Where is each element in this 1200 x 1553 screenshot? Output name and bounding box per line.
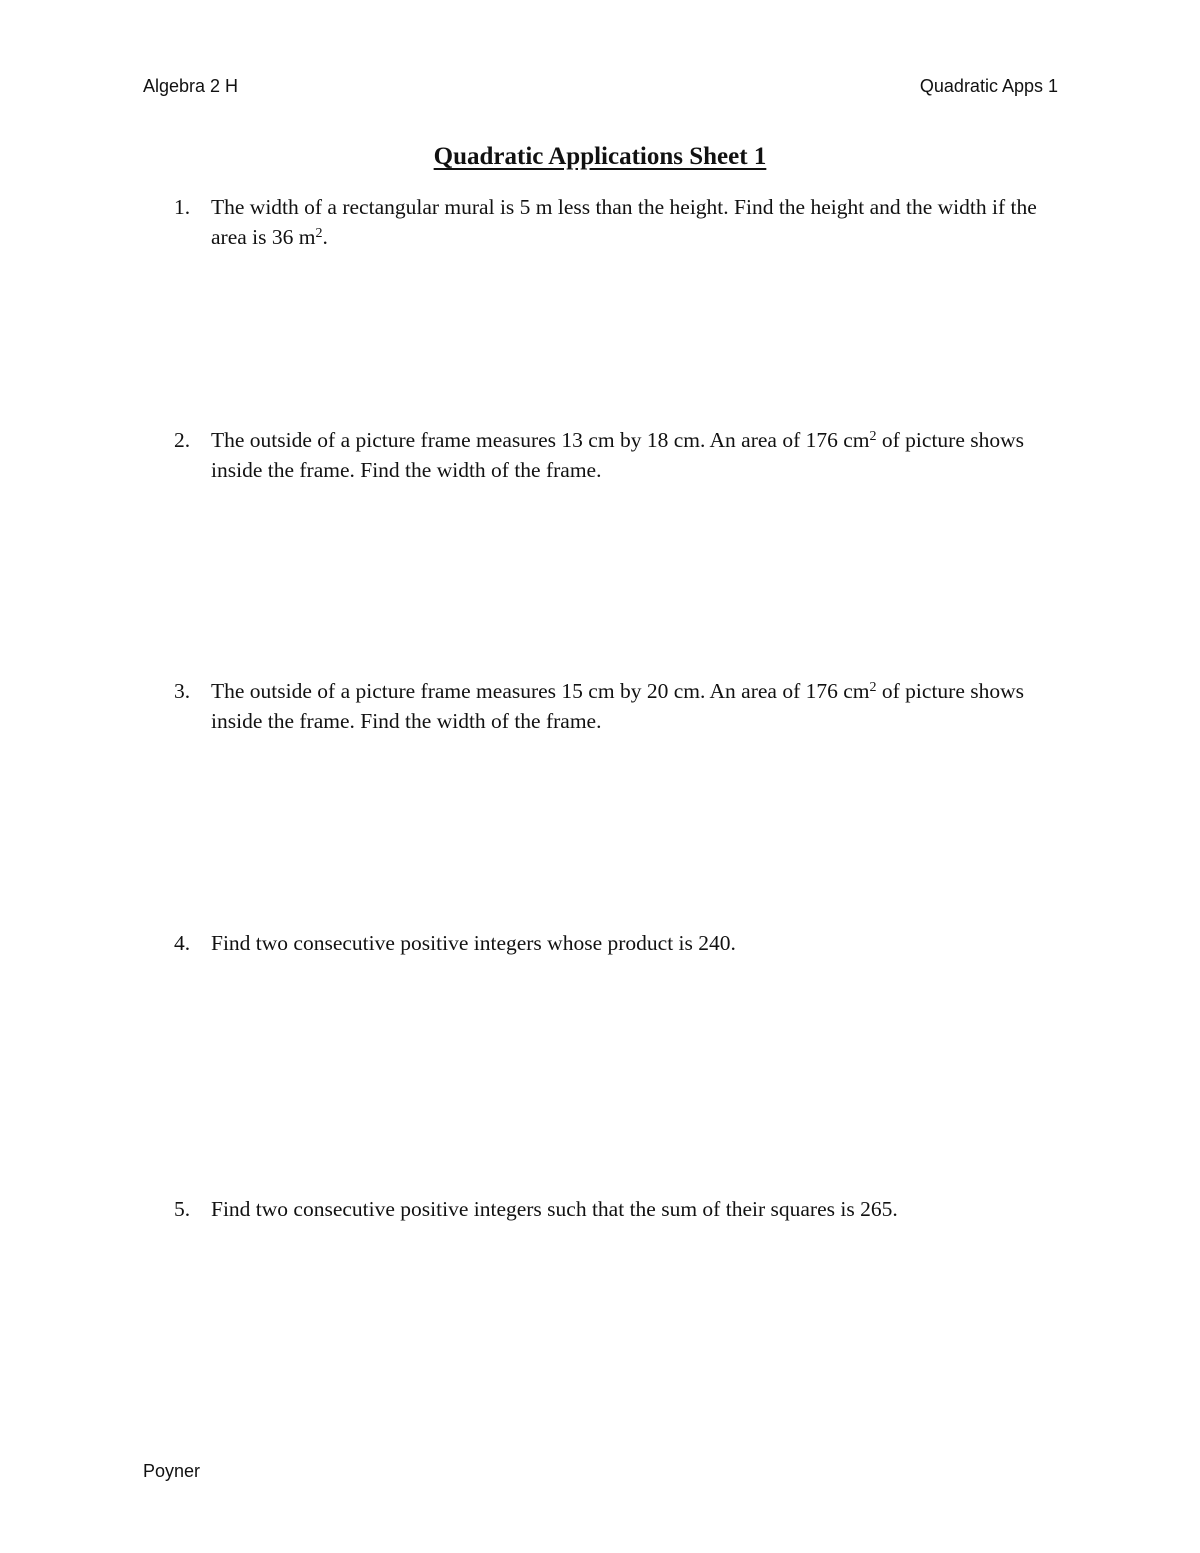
- problem-number: 4.: [174, 931, 191, 955]
- problem-text-main: The width of a rectangular mural is 5 m less than the height. Find the height and the width if the area is 36 m: [211, 195, 1037, 249]
- superscript: 2: [869, 680, 877, 695]
- problem-3: [174, 676, 1074, 736]
- problem-number: 2.: [174, 428, 191, 452]
- problem-4: [174, 928, 1074, 958]
- problem-text: Find two consecutive positive integers such that the sum of their squares is 265.: [211, 1197, 898, 1221]
- problem-number: 1.: [174, 195, 191, 219]
- footer-author: Poyner: [143, 1461, 201, 1481]
- problem-text: [211, 425, 1074, 485]
- problem-text: Find two consecutive positive integers whose product is 240.: [211, 931, 736, 955]
- header-assignment: Quadratic Apps 1: [919, 76, 1058, 96]
- header-course: Algebra 2 H: [143, 76, 239, 96]
- problem-number: 3.: [174, 679, 191, 703]
- problem-text-main: The outside of a picture frame measures 15 cm by 20 cm. An area of 176 cm: [211, 679, 870, 703]
- problem-text-end: of picture shows inside the frame. Find the width of the frame.: [211, 428, 1025, 482]
- problem-text-main: The outside of a picture frame measures 13 cm by 18 cm. An area of 176 cm: [211, 428, 870, 452]
- problem-2: [174, 425, 1074, 485]
- problem-text-end: .: [322, 225, 328, 249]
- superscript: 2: [315, 226, 323, 241]
- problem-number: 5.: [174, 1197, 191, 1221]
- problem-text: [211, 676, 1074, 736]
- problem-1: [174, 192, 1074, 252]
- superscript: 2: [869, 429, 877, 444]
- page-title: Quadratic Applications Sheet 1: [433, 143, 767, 170]
- problem-text-end: of picture shows inside the frame. Find the width of the frame.: [211, 679, 1025, 733]
- problem-text: [211, 192, 1074, 252]
- problem-5: [174, 1194, 1074, 1224]
